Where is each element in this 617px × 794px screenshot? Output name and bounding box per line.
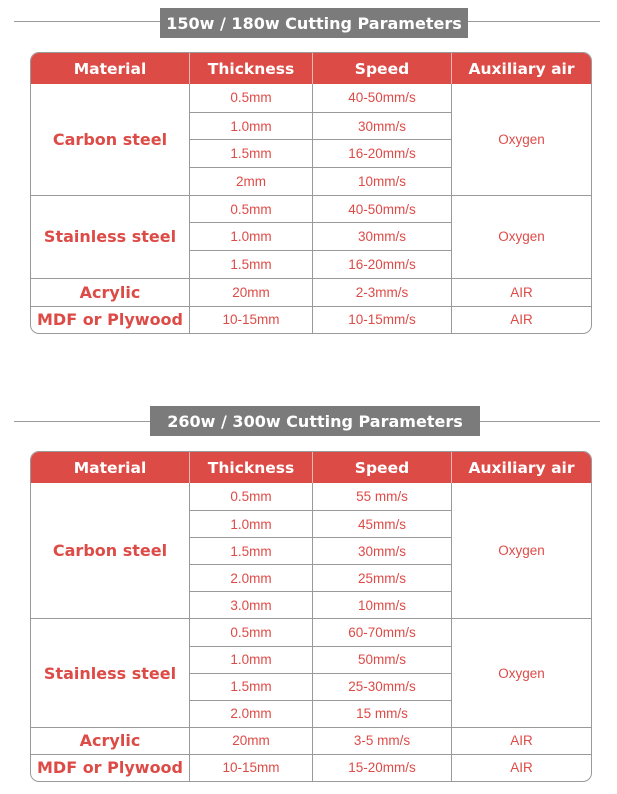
table-row: [31, 483, 591, 510]
speed-cell: 2-3mm/s: [312, 278, 451, 306]
auxiliary-air-cell: Oxygen: [451, 618, 591, 726]
speed-cell: 3-5 mm/s: [312, 727, 451, 754]
auxiliary-air-cell: Oxygen: [451, 483, 591, 618]
material-cell: Carbon steel: [52, 129, 168, 149]
title-rule-left-2: [14, 421, 150, 422]
thickness-cell: 2mm: [189, 167, 312, 195]
table-row: [31, 195, 591, 223]
speed-cell: 10mm/s: [312, 591, 451, 618]
speed-cell: 30mm/s: [312, 112, 451, 140]
thickness-cell: 2.0mm: [189, 564, 312, 591]
thickness-cell: 1.5mm: [189, 537, 312, 564]
speed-cell: 40-50mm/s: [312, 195, 451, 223]
table-row: [31, 727, 591, 754]
title-rule-right-1: [468, 21, 600, 22]
table-row: [31, 754, 591, 781]
column-header-thickness: Thickness: [189, 452, 312, 483]
thickness-cell: 20mm: [189, 278, 312, 306]
auxiliary-air-cell: AIR: [451, 727, 591, 754]
table-row: [31, 618, 591, 645]
speed-cell: 25-30mm/s: [312, 673, 451, 700]
material-cell: MDF or Plywood: [31, 306, 189, 334]
material-cell: Acrylic: [31, 727, 189, 754]
speed-cell: 10-15mm/s: [312, 306, 451, 334]
column-header-material: Material: [31, 53, 189, 84]
section-title-1: 150w / 180w Cutting Parameters: [160, 8, 468, 38]
speed-cell: 16-20mm/s: [312, 250, 451, 278]
material-cell: Stainless steel: [31, 618, 189, 726]
column-header-auxiliary-air: Auxiliary air: [451, 53, 591, 84]
speed-cell: 10mm/s: [312, 167, 451, 195]
thickness-cell: 1.5mm: [189, 250, 312, 278]
speed-cell: 50mm/s: [312, 646, 451, 673]
material-cell: Acrylic: [31, 278, 189, 306]
auxiliary-air-cell: Oxygen: [451, 84, 591, 195]
column-header-material: Material: [31, 452, 189, 483]
thickness-cell: 1.5mm: [189, 139, 312, 167]
speed-cell: 55 mm/s: [312, 483, 451, 510]
thickness-cell: 0.5mm: [189, 483, 312, 510]
thickness-cell: 0.5mm: [189, 618, 312, 645]
auxiliary-air-cell: AIR: [451, 306, 591, 334]
speed-cell: 30mm/s: [312, 222, 451, 250]
auxiliary-air-cell: AIR: [451, 754, 591, 781]
auxiliary-air-cell: Oxygen: [451, 195, 591, 278]
cutting-params-table-2: [30, 451, 592, 782]
speed-cell: 15 mm/s: [312, 700, 451, 727]
auxiliary-air-cell: AIR: [451, 278, 591, 306]
section-title-2: 260w / 300w Cutting Parameters: [150, 406, 480, 436]
material-cell: Carbon steel: [52, 541, 168, 561]
speed-cell: 16-20mm/s: [312, 139, 451, 167]
speed-cell: 60-70mm/s: [312, 618, 451, 645]
column-header-thickness: Thickness: [189, 53, 312, 84]
thickness-cell: 1.0mm: [189, 646, 312, 673]
material-cell: Stainless steel: [31, 195, 189, 278]
thickness-cell: 10-15mm: [189, 306, 312, 334]
column-header-speed: Speed: [312, 452, 451, 483]
thickness-cell: 1.0mm: [189, 222, 312, 250]
speed-cell: 25mm/s: [312, 564, 451, 591]
thickness-cell: 20mm: [189, 727, 312, 754]
thickness-cell: 0.5mm: [189, 84, 312, 112]
column-header-auxiliary-air: Auxiliary air: [451, 452, 591, 483]
thickness-cell: 0.5mm: [189, 195, 312, 223]
thickness-cell: 1.5mm: [189, 673, 312, 700]
thickness-cell: 10-15mm: [189, 754, 312, 781]
table-row: [31, 306, 591, 334]
cutting-params-table-1: [30, 52, 592, 334]
speed-cell: 45mm/s: [312, 510, 451, 537]
thickness-cell: 1.0mm: [189, 510, 312, 537]
table-row: [31, 278, 591, 306]
column-header-speed: Speed: [312, 53, 451, 84]
table-row: [31, 84, 591, 112]
speed-cell: 30mm/s: [312, 537, 451, 564]
thickness-cell: 1.0mm: [189, 112, 312, 140]
title-rule-left-1: [14, 21, 160, 22]
material-cell: MDF or Plywood: [31, 754, 189, 781]
title-rule-right-2: [480, 421, 600, 422]
speed-cell: 15-20mm/s: [312, 754, 451, 781]
speed-cell: 40-50mm/s: [312, 84, 451, 112]
thickness-cell: 2.0mm: [189, 700, 312, 727]
thickness-cell: 3.0mm: [189, 591, 312, 618]
